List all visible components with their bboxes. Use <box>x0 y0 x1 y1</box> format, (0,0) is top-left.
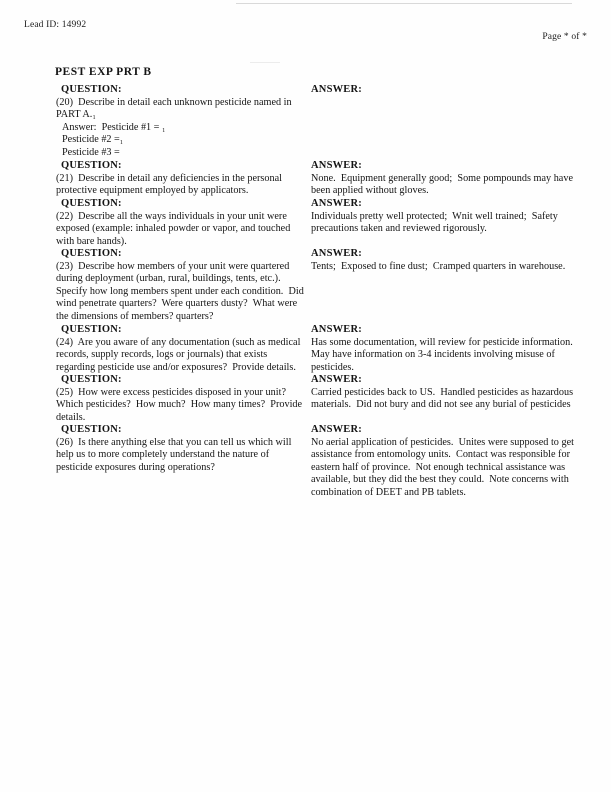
question-text: (24) Are you aware of any documentation (such as medical records, supply records, logs or journals) that exists regarding pesticide use and/or exposures? Provide details. <box>56 336 303 373</box>
question-sub-line: Pesticide #2 =₁ <box>62 134 124 146</box>
question-block <box>56 324 306 374</box>
qa-row <box>0 324 611 374</box>
question-block <box>56 160 306 198</box>
qa-row <box>0 198 611 248</box>
answer-text: No aerial application of pesticides. Unites were supposed to get assistance from entomology units. Contact was responsible for eastern half of province. Not enough technical assistance was available, but they did the best they could. Note concerns with combination of DEET and PB tablets. <box>311 436 577 498</box>
scan-artifact-line-secondary <box>250 62 280 63</box>
question-block <box>56 198 306 248</box>
answer-text: Tents; Exposed to fine dust; Cramped quarters in warehouse. <box>311 260 566 272</box>
question-label: QUESTION: <box>61 84 122 95</box>
question-text: (22) Describe all the ways individuals in your unit were exposed (example: inhaled powder or vapor, and touched with bare hands). <box>56 210 293 247</box>
qa-row <box>0 160 611 198</box>
question-block <box>56 374 306 424</box>
answer-label: ANSWER: <box>311 374 362 385</box>
question-label: QUESTION: <box>61 374 122 385</box>
question-text: (26) Is there anything else that you can tell us which will help us to more completely understand the nature of pesticide exposures during operations? <box>56 436 295 473</box>
answer-label: ANSWER: <box>311 198 362 209</box>
qa-row <box>0 248 611 324</box>
scan-artifact-line <box>236 3 572 4</box>
question-block <box>56 84 306 160</box>
question-label: QUESTION: <box>61 324 122 335</box>
answer-block <box>311 160 583 198</box>
qa-row <box>0 84 611 160</box>
answer-block <box>311 424 583 500</box>
answer-label: ANSWER: <box>311 84 362 95</box>
question-label: QUESTION: <box>61 198 122 209</box>
question-sub-line: Answer: Pesticide #1 = ₁ <box>62 121 166 133</box>
qa-row <box>0 424 611 500</box>
question-text: (21) Describe in detail any deficiencies in the personal protective equipment employed by applicators. <box>56 172 285 197</box>
question-text: (23) Describe how members of your unit were quartered during deployment (urban, rural, buildings, tents, etc.). Specify how long members spent under each condition. Did wind penetrate quarters? Were quarters dusty? What were the dimensions of members? quarters? <box>56 260 307 322</box>
question-text: (25) How were excess pesticides disposed in your unit? Which pesticides? How much? How many times? Provide details. <box>56 386 305 423</box>
answer-block <box>311 248 583 273</box>
answer-label: ANSWER: <box>311 160 362 171</box>
question-label: QUESTION: <box>61 160 122 171</box>
answer-block <box>311 324 583 374</box>
page-title: PEST EXP PRT B <box>55 66 152 78</box>
qa-row <box>0 374 611 424</box>
question-sub-line: Pesticide #3 = <box>62 146 120 158</box>
answer-text: Carried pesticides back to US. Handled pesticides as hazardous materials. Did not bury and did not see any burial of pesticides <box>311 386 576 411</box>
question-label: QUESTION: <box>61 424 122 435</box>
question-block <box>56 424 306 474</box>
question-block <box>56 248 306 324</box>
page-number-header: Page * of * <box>542 32 587 42</box>
question-text: (20) Describe in detail each unknown pesticide named in PART A.₁ <box>56 96 295 121</box>
answer-text: None. Equipment generally good; Some pompounds may have been applied without gloves. <box>311 172 576 197</box>
answer-block <box>311 198 583 236</box>
answer-label: ANSWER: <box>311 424 362 435</box>
answer-text: Individuals pretty well protected; Wnit well trained; Safety precautions taken and reviewed rigorously. <box>311 210 561 235</box>
lead-id-header: Lead ID: 14992 <box>24 20 87 30</box>
answer-label: ANSWER: <box>311 324 362 335</box>
answer-text: Has some documentation, will review for pesticide information. May have information on 3-4 incidents involving misuse of pesticides. <box>311 336 578 373</box>
answer-block <box>311 374 583 412</box>
question-label: QUESTION: <box>61 248 122 259</box>
answer-label: ANSWER: <box>311 248 362 259</box>
answer-block <box>311 84 583 97</box>
